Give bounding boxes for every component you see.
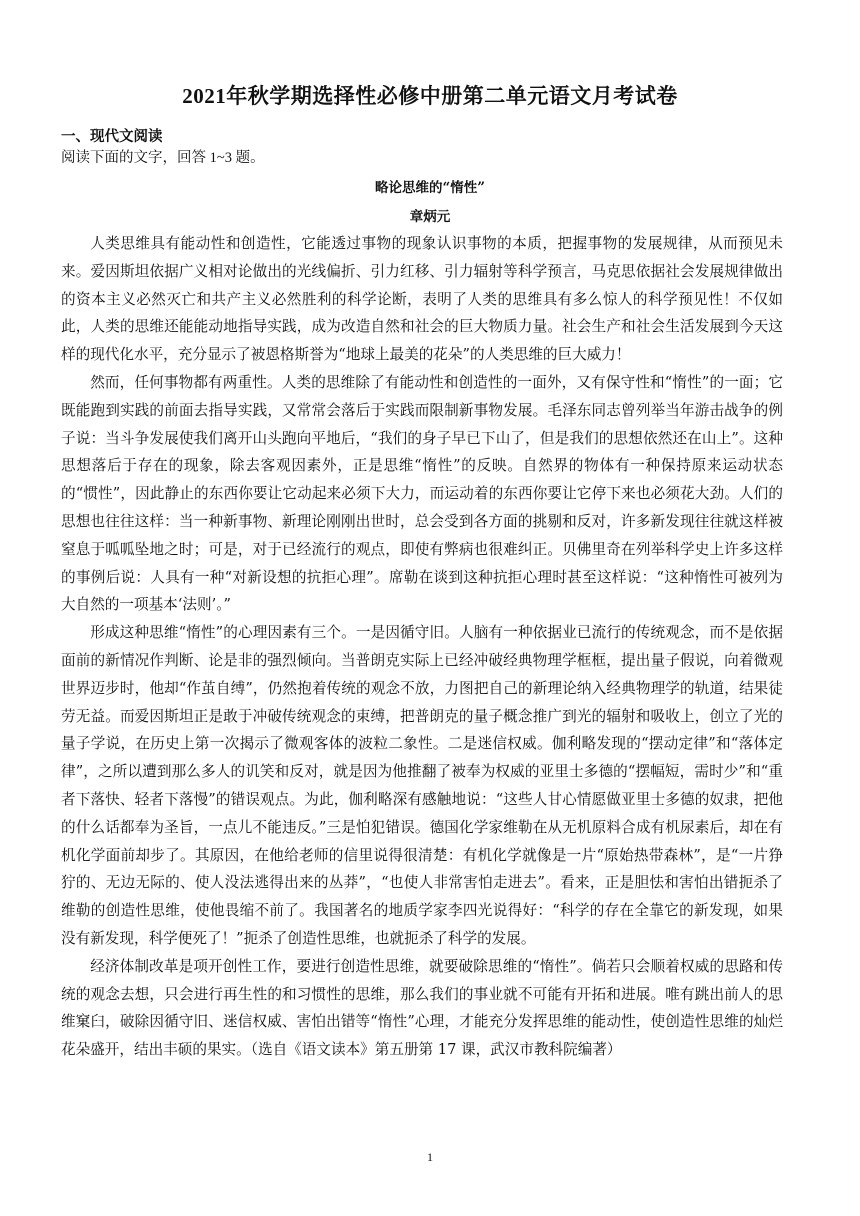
exam-title: 2021年秋学期选择性必修中册第二单元语文月考试卷 (182, 84, 678, 108)
paragraph: 经济体制改革是项开创性工作，要进行创造性思维，就要破除思维的“惰性”。倘若只会顺着权威的思路和传统的观念去想，只会进行再生性的和习惯性的思维，那么我们的事业就不可能有开拓和进展。唯有跳出前人的思维窠臼，破除因循守旧、迷信权威、害怕出错等“惰性”心理，才能充分发挥思维的能动性，使创造性思维的灿烂花朵盛开，结出丰硕的果实。（选自《语文读本》第五册第 17 课，武汉市教科院编著） (61, 957, 783, 1059)
article-body (61, 230, 783, 1064)
article-author: 章炳元 (409, 209, 451, 225)
paragraph: 然而，任何事物都有两重性。人类的思维除了有能动性和创造性的一面外，又有保守性和“惰性”的一面；它既能跑到实践的前面去指导实践，又常常会落后于实践而限制新事物发展。毛泽东同志曾列举当年游击战争的例子说：当斗争发展使我们离开山头跑向平地后，“我们的身子早已下山了，但是我们的思想依然还在山上”。这种思想落后于存在的现象，除去客观因素外，正是思维“惰性”的反映。自然界的物体有一种保持原来运动状态的“惯性”，因此静止的东西你要让它动起来必须下大力，而运动着的东西你要让它停下来也必须花大劲。人们的思想也往往这样：当一种新事物、新理论刚刚出世时，总会受到各方面的挑剔和反对，许多新发现往往就这样被窒息于呱呱坠地之时；可是，对于已经流行的观点，即使有弊病也很难纠正。贝佛里奇在列举科学史上许多这样的事例后说：人具有一种“对新设想的抗拒心理”。席勒在谈到这种抗拒心理时甚至这样说：“这种惰性可被列为大自然的一项基本‘法则’。” (61, 373, 783, 614)
paragraph: 人类思维具有能动性和创造性，它能透过事物的现象认识事物的本质，把握事物的发展规律，从而预见未来。爱因斯坦依据广义相对论做出的光线偏折、引力红移、引力辐射等科学预言，马克思依据社会发展规律做出的资本主义必然灭亡和共产主义必然胜利的科学论断，表明了人类的思维具有多么惊人的科学预见性！不仅如此，人类的思维还能能动地指导实践，成为改造自然和社会的巨大物质力量。社会生产和社会生活发展到今天这样的现代化水平，充分显示了被恩格斯誉为“地球上最美的花朵”的人类思维的巨大威力！ (61, 235, 783, 364)
section-heading: 一、现代文阅读 (61, 129, 163, 145)
page-number: 1 (427, 1150, 433, 1164)
reading-instruction: 阅读下面的文字，回答 1~3 题。 (61, 150, 265, 166)
paragraph: 形成这种思维“惰性”的心理因素有三个。一是因循守旧。人脑有一种依据业已流行的传统观念，而不是依据面前的新情况作判断、论是非的强烈倾向。当普朗克实际上已经冲破经典物理学框框，提出量子假说，向着微观世界迈步时，他却“作茧自缚”，仍然抱着传统的观念不放，力图把自己的新理论纳入经典物理学的轨道，结果徒劳无益。而爱因斯坦正是敢于冲破传统观念的束缚，把普朗克的量子概念推广到光的辐射和吸收上，创立了光的量子学说，在历史上第一次揭示了微观客体的波粒二象性。二是迷信权威。伽利略发现的“摆动定律”和“落体定律”，之所以遭到那么多人的讥笑和反对，就是因为他推翻了被奉为权威的亚里士多德的“摆幅短，需时少”和“重者下落快、轻者下落慢”的错误观点。为此，伽利略深有感触地说：“这些人甘心情愿做亚里士多德的奴隶，把他的什么话都奉为圣旨，一点儿不能违反。”三是怕犯错误。德国化学家维勒在从无机原料合成有机尿素后，却在有机化学面前却步了。其原因，在他给老师的信里说得很清楚：有机化学就像是一片“原始热带森林”，是“一片狰狞的、无边无际的、使人没法逃得出来的丛莽”，“也使人非常害怕走进去”。看来，正是胆怯和害怕出错扼杀了维勒的创造性思维，使他畏缩不前了。我国著名的地质学家李四光说得好：“科学的存在全靠它的新发现，如果没有新发现，科学便死了！”扼杀了创造性思维，也就扼杀了科学的发展。 (61, 624, 783, 947)
article-title: 略论思维的“惰性” (374, 180, 486, 196)
